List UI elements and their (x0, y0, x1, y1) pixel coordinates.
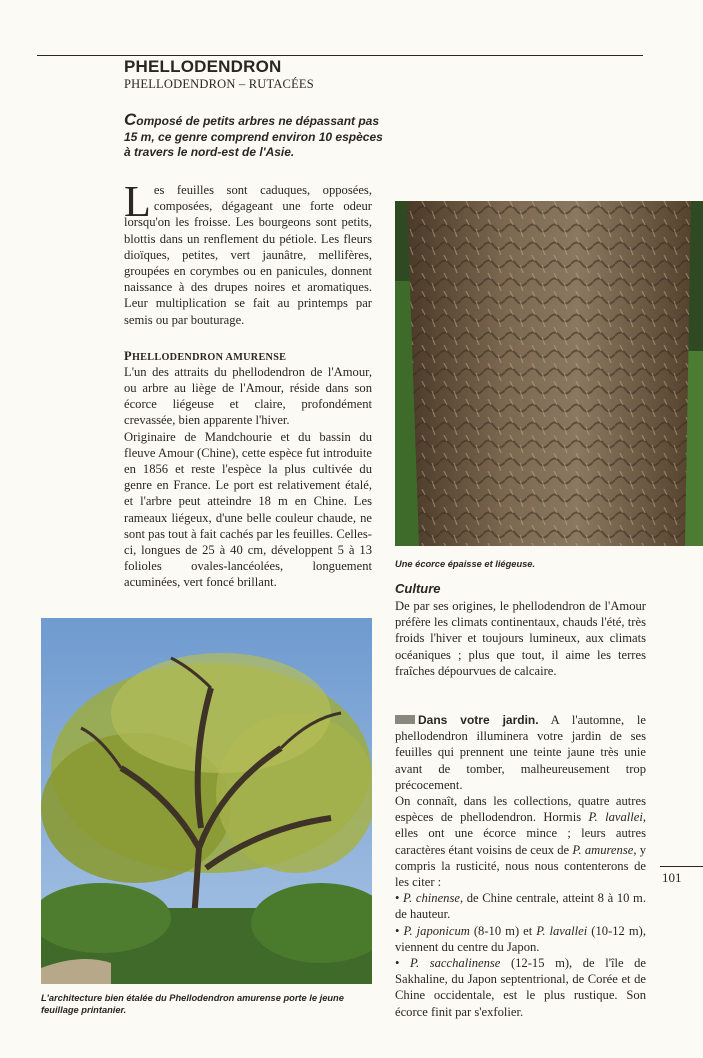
collections-text-2: , elles ont une écorce mince ; leurs autres caractères étant voisins de ceux de (395, 810, 646, 857)
amurense-heading-rest: HELLODENDRON AMURENSE (131, 351, 287, 363)
bark-photo (395, 201, 703, 546)
left-column (124, 177, 372, 591)
collections-text-1: On connaît, dans les collections, quatre autres espèces de phellodendron. Hormis (395, 794, 646, 825)
page-title: PHELLODENDRON (124, 57, 282, 76)
bullet-lavallei-species: P. lavallei (536, 923, 588, 938)
jardin-lead: Dans votre jardin. (418, 713, 539, 727)
amurense-heading (124, 349, 372, 364)
jardin-section (395, 712, 646, 1020)
bullet-sacchalinense: • P. sacchalinense (12-15 m), de l'île de Sakhaline, du Japon septentrional, de Corée et de Chine occidentale, est le plus rustique. Son écorce finit par s'exfolier. (395, 956, 646, 1019)
collections-species-amurense: P. amurense (572, 842, 634, 857)
bullet-japonicum: • P. japonicum (8-10 m) et P. lavallei (10-12 m), viennent du centre du Japon. (395, 923, 647, 954)
bullet-chinense-text: , de Chine centrale, atteint 8 à 10 m. de hauteur. (395, 891, 646, 922)
tree-caption (41, 992, 377, 1016)
tree-caption-species: Phellodendron amurense (169, 993, 281, 1003)
bullet-japonicum-species: P. japonicum (403, 923, 470, 938)
bark-caption: Une écorce épaisse et liégeuse. (395, 559, 536, 569)
tree-caption-text-1: L'architecture bien étalée du (41, 993, 170, 1003)
bullet-sacchalinense-species: P. sacchalinense (409, 956, 501, 971)
intro-dropcap: C (124, 110, 137, 129)
jardin-text: A l'automne, le phellodendron illuminera votre jardin de ses feuilles qui prennent une teinte jaune très unie avant de tomber, malheureusement trop précocement. (395, 713, 646, 792)
tree-caption-text-2: porte le jeune feuillage printanier. (41, 993, 344, 1015)
bullet-chinense: • P. chinense, de Chine centrale, atteint 8 à 10 m. de hauteur. (395, 891, 646, 922)
bullet-chinense-species: P. chinense (403, 891, 460, 906)
culture-heading: Culture (395, 581, 441, 596)
page-number: 101 (662, 870, 682, 885)
culture-paragraph: De par ses origines, le phellodendron de l'Amour préfère les climats continentaux, chauds l'été, très froids l'hiver et toujours lumineux, aux climats océaniques ; plus que tout, il aime les terres fraîches dépourvues de calcaire. (395, 599, 646, 678)
amurense-paragraph-2: Originaire de Mandchourie et du bassin du fleuve Amour (Chine), cette espèce fut introduite en 1856 et reste l'espèce la plus cultivée du genre en France. Le port est relativement étalé, et l'arbre peut atteindre 18 m en Chine. Les rameaux liégeux, d'une belle couleur chaude, ne sont pas tout à fait cachés par les feuilles. Celles-ci, longues de 25 à 40 cm, développent 5 à 13 folioles ovales-lancéolées, longuement acuminées, vert foncé brillant. (124, 429, 372, 590)
page-number-rule (660, 866, 703, 867)
page-subtitle: PHELLODENDRON – RUTACÉES (124, 77, 314, 91)
tree-photo (41, 618, 372, 984)
intro-paragraph (124, 112, 386, 161)
collections-text-3: , y compris la rusticité, nous nous contenterons de les citer : (395, 842, 646, 890)
collections-paragraph (395, 793, 646, 890)
bullet-japonicum-mid: (8-10 m) et (469, 923, 537, 938)
amurense-paragraph-1: L'un des attraits du phellodendron de l'Amour, ou arbre au liège de l'Amour, réside dans son écorce liégeuse et claire, profondément crevassée, bien apparente l'hiver. (124, 364, 372, 428)
section-marker-icon (395, 715, 415, 724)
bullet-japonicum-text: (10-12 m), viennent du centre du Japon. (395, 923, 647, 954)
bullet-sacchalinense-text: (12-15 m), de l'île de Sakhaline, du Japon septentrional, de Corée et de Chine occidentale, est le plus rustique. Son écorce finit par s'exfolier. (395, 956, 646, 1019)
collections-species-lavallei: P. lavallei (588, 810, 643, 825)
jardin-paragraph (395, 712, 646, 793)
intro-text: omposé de petits arbres ne dépassant pas 15 m, ce genre comprend environ 10 espèces à travers le nord-est de l'Asie. (124, 114, 383, 159)
description-paragraph (124, 177, 372, 328)
description-dropcap: L (124, 177, 151, 226)
description-text: es feuilles sont caduques, opposées, composées, dégageant une forte odeur lorsqu'on les froisse. Les bourgeons sont petits, blottis dans un renflement du pétiole. Les fleurs dioïques, petites, vert jaunâtre, mellifères, groupées en corymbes ou en panicules, donnent naissance à des drupes noires et aromatiques. Leur multiplication se fait au printemps par semis ou par bouturage. (124, 183, 372, 327)
top-rule (37, 55, 643, 56)
amurense-heading-initial: P (124, 348, 132, 363)
